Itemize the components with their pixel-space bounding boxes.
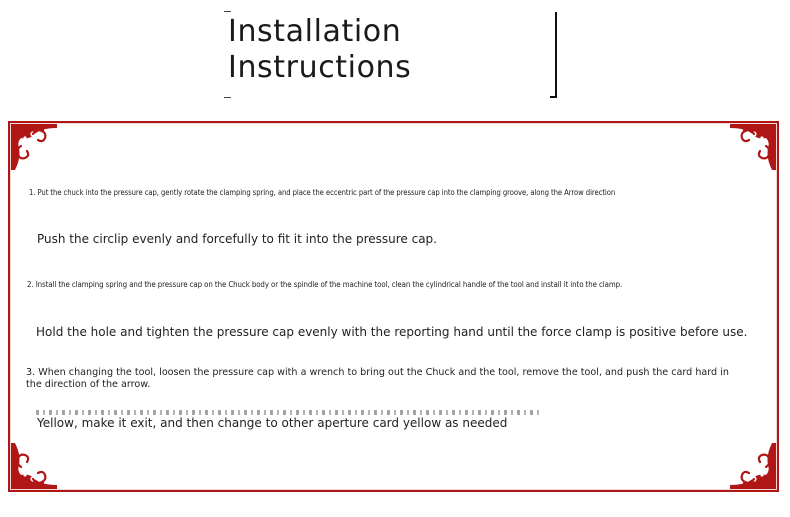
page-title (228, 14, 411, 86)
vertical-divider-foot (550, 96, 557, 98)
step-1-action: Push the circlip evenly and forcefully to fit it into the pressure cap. (37, 232, 437, 246)
header (0, 0, 790, 118)
title-tick-top (224, 11, 231, 12)
title-line-1: Installation (228, 14, 402, 49)
title-tick-bottom (224, 97, 231, 98)
ghost-text-strip (36, 410, 542, 415)
step-3-detail: 3. When changing the tool, loosen the pressure cap with a wrench to bring out the Chuck and the tool, remove the tool, and push the card hard in the direction of the arrow. (26, 367, 729, 390)
cloud-scroll-ornament-icon (11, 124, 57, 170)
cloud-scroll-ornament-icon (730, 443, 776, 489)
step-3-action: Yellow, make it exit, and then change to other aperture card yellow as needed (37, 416, 508, 430)
step-2-detail: 2. Install the clamping spring and the pressure cap on the Chuck body or the spindle of the machine tool, clean the cylindrical handle of the tool and install it into the clamp. (27, 280, 623, 289)
cloud-scroll-ornament-icon (11, 443, 57, 489)
title-line-2: Instructions (228, 50, 412, 85)
instruction-frame (8, 121, 779, 492)
step-2-action: Hold the hole and tighten the pressure cap evenly with the reporting hand until the force clamp is positive before use. (36, 325, 748, 339)
cloud-scroll-ornament-icon (730, 124, 776, 170)
vertical-divider (555, 12, 557, 98)
step-1-detail: 1. Put the chuck into the pressure cap, gently rotate the clamping spring, and place the eccentric part of the pressure cap into the clamping groove, along the Arrow direction (29, 188, 616, 197)
